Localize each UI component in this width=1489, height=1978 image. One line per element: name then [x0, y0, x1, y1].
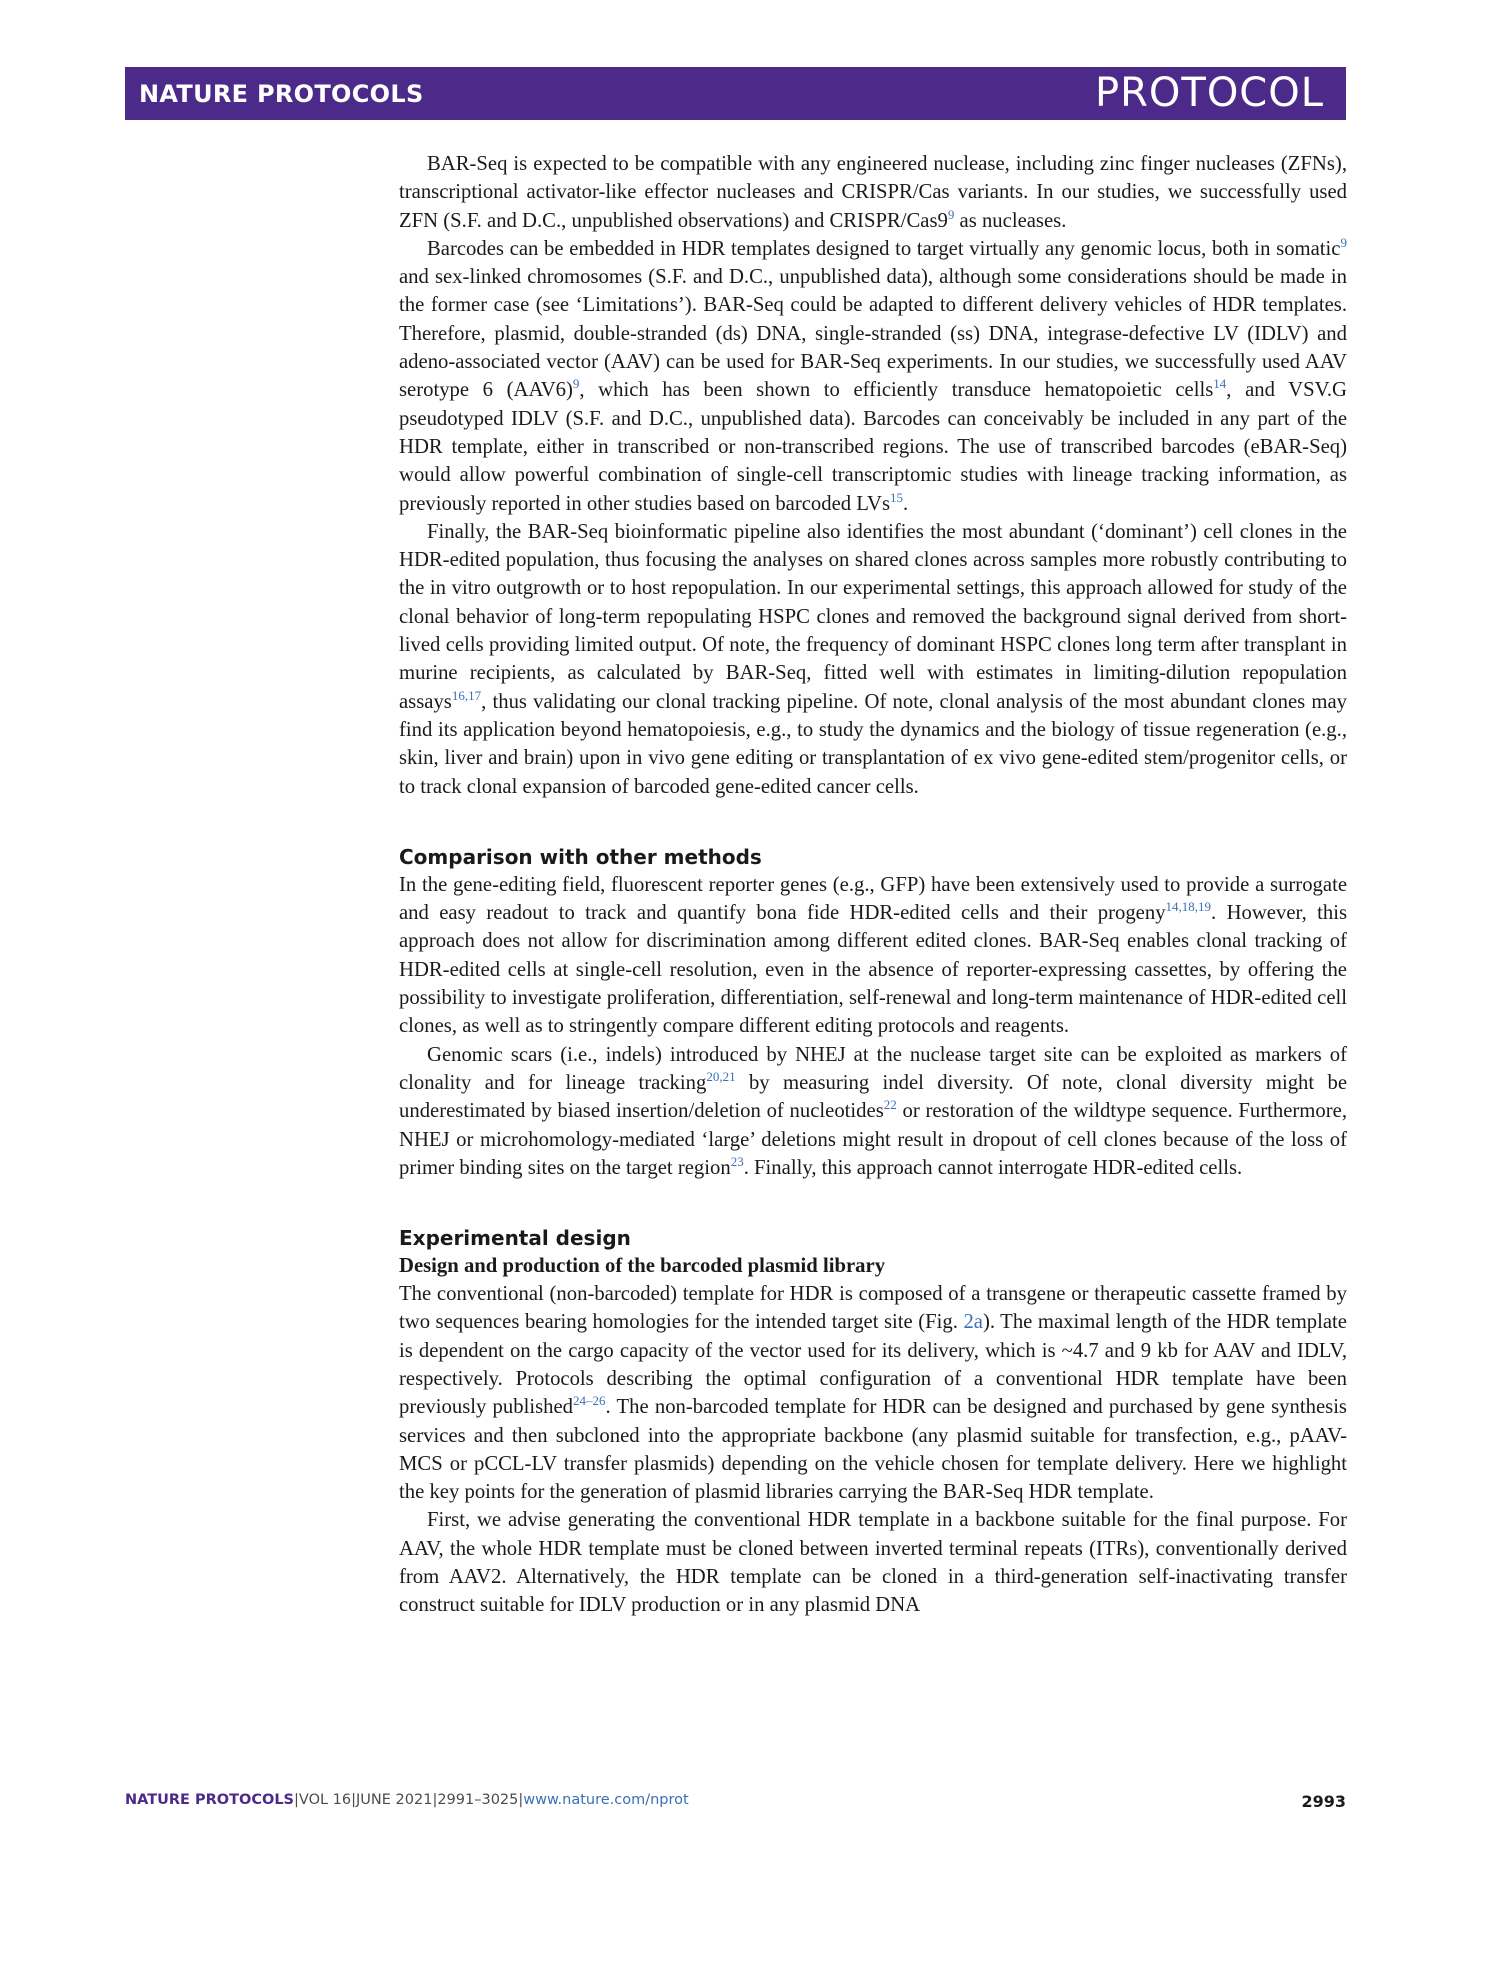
paragraph-4: In the gene-editing field, fluorescent reporter genes (e.g., GFP) have been extensively used to provide a surrogate and easy readout to track and quantify bona fide HDR-edited cells and their progeny$^{14,18,19}$. However, this approach does not allow for discrimination among different edited clones. BAR-Seq enables clonal tracking of HDR-edited cells at single-cell resolution, even in the absence of reporter-expressing cassettes, by offering the possibility to investigate proliferation, differentiation, self-renewal and long-term maintenance of HDR-edited cell clones, as well as to stringently compare different editing protocols and reagents.	[399, 873, 1347, 1038]
page-footer: NATURE PROTOCOLS|VOL 16|JUNE 2021|2991–3025|www.nature.com/nprot 2993	[125, 1792, 1346, 1811]
page-number: 2993	[1301, 1792, 1346, 1811]
footer-date: JUNE 2021	[356, 1792, 433, 1808]
footer-url[interactable]: www.nature.com/nprot	[523, 1792, 689, 1808]
paragraph-3: Finally, the BAR-Seq bioinformatic pipeline also identifies the most abundant (‘dominant’) cell clones in the HDR-edited population, thus focusing the analyses on shared clones across samples more robustly contributing to the in vitro outgrowth or to host repopulation. In our experimental settings, this approach allowed for study of the clonal behavior of long-term repopulating HSPC clones and removed the background signal derived from short-lived cells providing limited output. Of note, the frequency of dominant HSPC clones long term after transplant in murine recipients, as calculated by BAR-Seq, fitted well with estimates in limiting-dilution repopulation assays$^{16,17}$, thus validating our clonal tracking pipeline. Of note, clonal analysis of the most abundant clones may find its application beyond hematopoiesis, e.g., to study the dynamics and the biology of tissue regeneration (e.g., skin, liver and brain) upon in vivo gene editing or transplantation of ex vivo gene-edited stem/progenitor cells, or to track clonal expansion of barcoded gene-edited cancer cells.	[399, 520, 1347, 798]
section-heading-comparison: Comparison with other methods	[399, 844, 762, 869]
paragraph-6: The conventional (non-barcoded) template for HDR is composed of a transgene or therapeutic cassette framed by two sequences bearing homologies for the intended target site (Fig. 2a). The maximal length of the HDR template is dependent on the cargo capacity of the vector used for its delivery, which is ~4.7 and 9 kb for AAV and IDLV, respectively. Protocols describing the optimal configuration of a conventional HDR template have been previously published$^{24-26}$. The non-barcoded template for HDR can be designed and purchased by gene synthesis services and then subcloned into the appropriate backbone (any plasmid suitable for transfection, e.g., pAAV-MCS or pCCL-LV transfer plasmids) depending on the vehicle chosen for template delivery. Here we highlight the key points for the generation of plasmid libraries carrying the BAR-Seq HDR template.	[399, 1283, 1347, 1504]
citation[interactable]: 22	[883, 1097, 897, 1113]
paragraph-2: Barcodes can be embedded in HDR templates designed to target virtually any genomic locus, both in somatic$^9$ and sex-linked chromosomes (S.F. and D.C., unpublished data), although some considerations should be made in the former case (see ‘Limitations’). BAR-Seq could be adapted to different delivery vehicles of HDR templates. Therefore, plasmid, double-stranded (ds) DNA, single-stranded (ss) DNA, integrase-defective LV (IDLV) and adeno-associated vector (AAV) can be used for BAR-Seq experiments. In our studies, we successfully used AAV serotype 6 $(AAV6)^9$, which has been shown to efficiently transduce hematopoietic cells$^{14}$, and VSV.G pseudotyped IDLV (S.F. and D.C., unpublished data). Barcodes can conceivably be included in any part of the HDR template, either in transcribed or non-transcribed regions. The use of transcribed barcodes (eBAR-Seq) would allow powerful combination of single-cell transcriptomic studies with lineage tracking information, as previously reported in other studies based on barcoded LVs$^{15}$.	[399, 235, 1347, 515]
journal-header-bar	[125, 67, 1346, 120]
citation[interactable]: 15	[890, 489, 904, 505]
section-heading-design: Experimental design	[399, 1226, 631, 1251]
footer-journal: NATURE PROTOCOLS	[125, 1792, 295, 1808]
paragraph-1: BAR-Seq is expected to be compatible with any engineered nuclease, including zinc finger nucleases (ZFNs), transcriptional activator-like effector nucleases and CRISPR/Cas variants. In our studies, we successfully used ZFN (S.F. and D.C., unpublished observations) and CRISPR/$Cas9^9$ as nucleases.	[399, 153, 1347, 232]
citation[interactable]: 9	[1340, 235, 1347, 250]
citation[interactable]: 16,17	[451, 687, 482, 703]
article-body	[399, 150, 1347, 1620]
citation[interactable]: 24–26	[573, 1393, 606, 1409]
citation[interactable]: 9	[947, 206, 955, 222]
citation[interactable]: 14,18,19	[1165, 899, 1212, 915]
subsection-heading: Design and production of the barcoded plasmid library	[399, 1255, 886, 1278]
paragraph-7: First, we advise generating the conventional HDR template in a backbone suitable for the final purpose. For AAV, the whole HDR template must be cloned between inverted terminal repeats (ITRs), conventionally derived from AAV2. Alternatively, the HDR template can be cloned in a third-generation self-inactivating transfer construct suitable for IDLV production or in any plasmid DNA	[399, 1509, 1347, 1617]
figure-link[interactable]: 2a	[963, 1311, 983, 1334]
citation[interactable]: 23	[730, 1153, 744, 1169]
paragraph-5: Genomic scars (i.e., indels) introduced by NHEJ at the nuclease target site can be exploited as markers of clonality and for lineage tracking$^{20,21}$ by measuring indel diversity. Of note, clonal diversity might be underestimated by biased insertion/deletion of nucleotides$^{22}$ or restoration of the wildtype sequence. Furthermore, NHEJ or microhomology-mediated ‘large’ deletions might result in dropout of cell clones because of the loss of primer binding sites on the target region$^{23}$. Finally, this approach cannot interrogate HDR-edited cells.	[399, 1043, 1348, 1179]
citation[interactable]: 9	[572, 376, 580, 392]
article-type: PROTOCOL	[1094, 70, 1324, 116]
citation[interactable]: 20,21	[706, 1069, 736, 1085]
citation[interactable]: 14	[1213, 376, 1227, 392]
journal-name: NATURE PROTOCOLS	[139, 80, 424, 108]
footer-pages: 2991–3025	[437, 1792, 519, 1808]
footer-volume: VOL 16	[298, 1792, 352, 1808]
